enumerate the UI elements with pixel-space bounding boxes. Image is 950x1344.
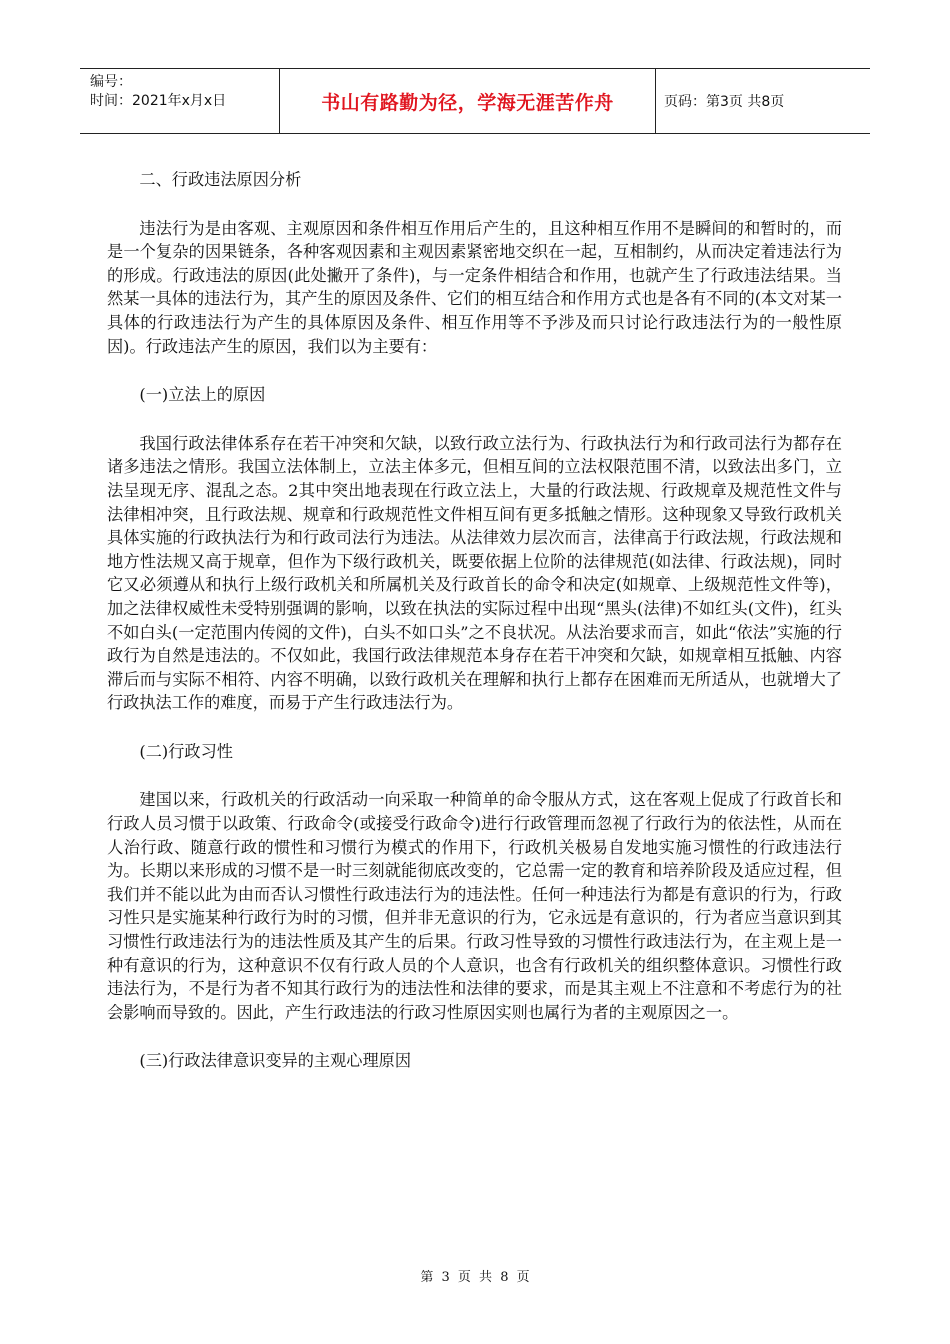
legislation-paragraph: 我国行政法律体系存在若干冲突和欠缺，以致行政立法行为、行政执法行为和行政司法行为都存在诸多违法之情形。我国立法体制上，立法主体多元，但相互间的立法权限范围不清，以致法出多门，立法呈现无序、混乱之态。2其中突出地表现在行政立法上，大量的行政法规、行政规章及规范性文件与法律相冲突，且行政法规、规章和行政规范性文件相互间有更多抵触之情形。这种现象又导致行政机关具体实施的行政执法行为和行政司法行为违法。从法律效力层次而言，法律高于行政法规，行政法规和地方性法规又高于规章，但作为下级行政机关，既要依据上位阶的法律规范(如法律、行政法规)，同时它又必须遵从和执行上级行政机关和所属机关及行政首长的命令和决定(如规章、上级规范性文件等)，加之法律权威性未受特别强调的影响，以致在执法的实际过程中出现“黑头(法律)不如红头(文件)，红头不如白头(一定范围内传阅的文件)，白头不如口头”之不良状况。从法治要求而言，如此“依法”实施的行政行为自然是违法的。不仅如此，我国行政法律规范本身存在若干冲突和欠缺，如规章相互抵触、内容滞后而与实际不相符、内容不明确，以致行政机关在理解和执行上都存在困难而无所适从，也就增大了行政执法工作的难度，而易于产生行政违法行为。 bbox=[107, 433, 842, 713]
header-motto: 书山有路勤为径，学海无涯苦作舟 bbox=[280, 69, 656, 133]
subsection-title-legislation: (一)立法上的原因 bbox=[139, 385, 266, 405]
header-meta bbox=[80, 69, 280, 133]
header-page-info: 页码：第3页 共8页 bbox=[664, 94, 785, 110]
document-body bbox=[107, 168, 842, 1073]
subsection-title-psychology: (三)行政法律意识变异的主观心理原因 bbox=[139, 1051, 412, 1071]
habit-paragraph: 建国以来，行政机关的行政活动一向采取一种简单的命令服从方式，这在客观上促成了行政首长和行政人员习惯于以政策、行政命令(或接受行政命令)进行行政管理而忽视了行政行为的依法性，从而在人治行政、随意行政的惯性和习惯行为模式的作用下，行政机关极易自发地实施习惯性的行政违法行为。长期以来形成的习惯不是一时三刻就能彻底改变的，它总需一定的教育和培养阶段及适应过程，但我们并不能以此为由而否认习惯性行政违法行为的违法性。任何一种违法行为都是有意识的行为，行政习性只是实施某种行政行为时的习惯，但并非无意识的行为，它永远是有意识的，行为者应当意识到其习惯性行政违法行为的违法性质及其产生的后果。行政习性导致的习惯性行政违法行为，在主观上是一种有意识的行为，这种意识不仅有行政人员的个人意识，也含有行政机关的组织整体意识。习惯性行政违法行为，不是行为者不知其行政行为的违法性和法律的要求，而是其主观上不注意和不考虑行为的社会影响而导致的。因此，产生行政违法的行政习性原因实则也属行为者的主观原因之一。 bbox=[107, 790, 842, 1022]
intro-paragraph: 违法行为是由客观、主观原因和条件相互作用后产生的，且这种相互作用不是瞬间的和暂时的，而是一个复杂的因果链条，各种客观因素和主观因素紧密地交织在一起，互相制约，从而决定着违法行为的形成。行政违法的原因(此处撇开了条件)，与一定条件相结合和作用，也就产生了行政违法结果。当然某一具体的违法行为，其产生的原因及条件、它们的相互结合和作用方式也是各有不同的(本文对某一具体的行政违法行为产生的具体原因及条件、相互作用等不予涉及而只讨论行政违法行为的一般性原因)。行政违法产生的原因，我们以为主要有： bbox=[107, 218, 842, 356]
document-number-label: 编号： bbox=[90, 74, 132, 90]
page-footer: 第 3 页 共 8 页 bbox=[420, 1270, 530, 1285]
subsection-title-habit: (二)行政习性 bbox=[139, 741, 233, 761]
section-title: 二、行政违法原因分析 bbox=[139, 170, 302, 189]
page-header bbox=[80, 68, 870, 134]
document-time-label: 时间：2021年x月x日 bbox=[90, 93, 227, 109]
